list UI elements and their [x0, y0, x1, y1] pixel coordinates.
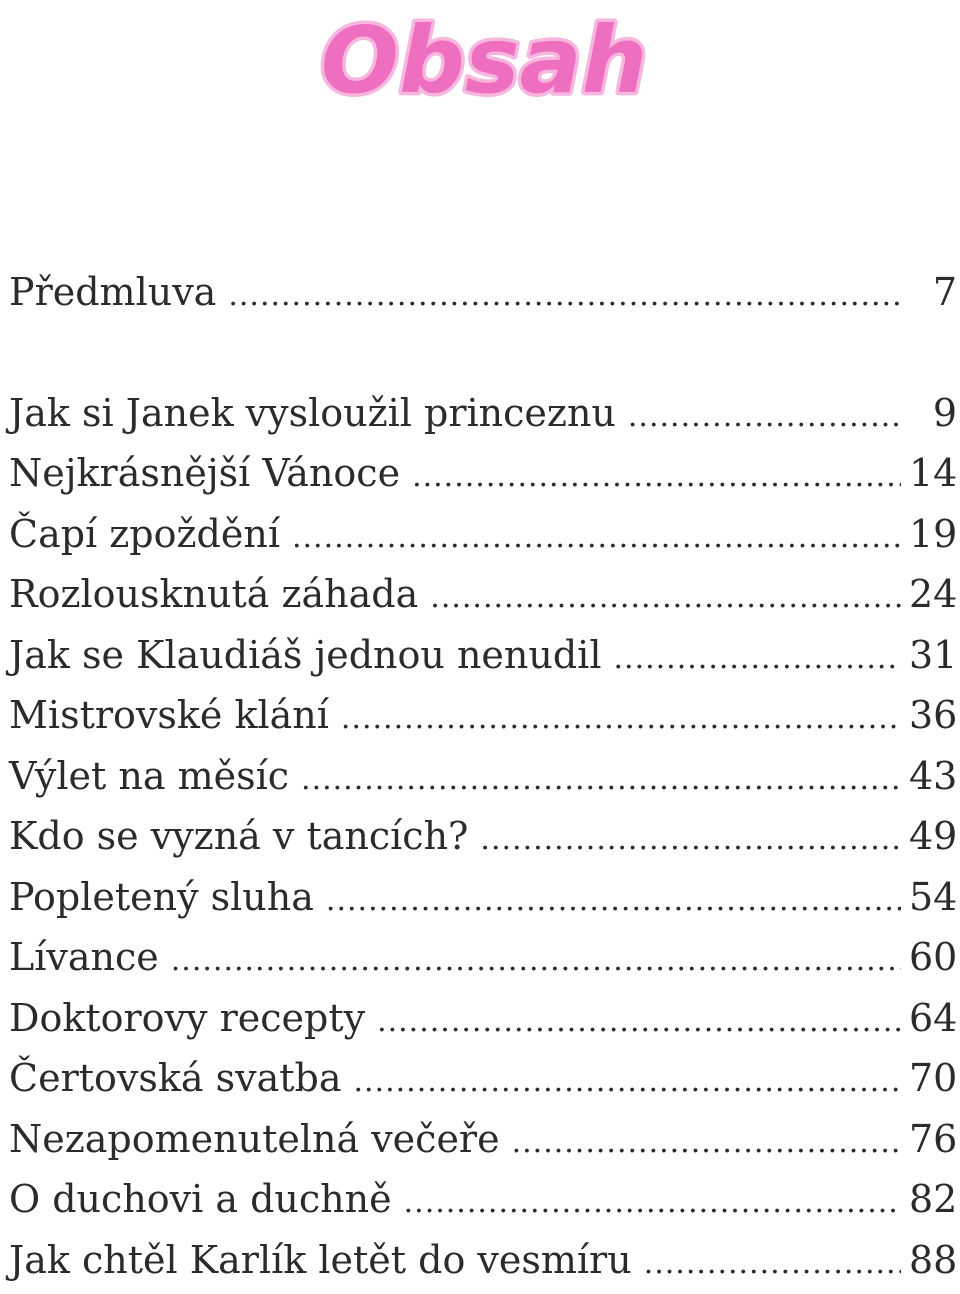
toc-entry-title: Kdo se vyzná v tancích? — [9, 806, 480, 867]
toc-entry-title: Lívance — [9, 927, 171, 988]
dot-leader — [228, 266, 901, 327]
dot-leader — [404, 1173, 901, 1234]
toc-row[interactable] — [9, 383, 957, 444]
toc-page-number: 7 — [901, 262, 957, 323]
toc-row[interactable] — [9, 867, 957, 928]
toc-entry-title: Rozlousknutá záhada — [9, 564, 430, 625]
dot-leader — [341, 689, 901, 750]
toc-entry-title: Předmluva — [9, 262, 228, 323]
dot-leader — [292, 508, 901, 569]
toc-page-number: 60 — [901, 927, 957, 988]
toc-row[interactable] — [9, 1230, 957, 1291]
toc-entry-title: Jak se Klaudiáš jednou nenudil — [9, 625, 614, 686]
dot-leader — [412, 447, 901, 508]
toc-entry-title: Jak si Janek vysloužil princeznu — [9, 383, 628, 444]
title-text: Obsah — [321, 7, 647, 114]
dot-leader — [480, 810, 901, 871]
toc-row-preface[interactable] — [9, 262, 957, 323]
toc-page-number: 64 — [901, 988, 957, 1049]
toc-entry-title: Čertovská svatba — [9, 1048, 353, 1109]
spacer — [9, 323, 957, 383]
toc-page-number: 9 — [901, 383, 957, 444]
toc-row[interactable] — [9, 685, 957, 746]
toc-row[interactable] — [9, 564, 957, 625]
toc-entry-title: Mistrovské klání — [9, 685, 341, 746]
toc-page-number: 31 — [901, 625, 957, 686]
toc-row[interactable] — [9, 806, 957, 867]
toc-row[interactable] — [9, 625, 957, 686]
dot-leader — [512, 1113, 901, 1174]
toc-page-number: 82 — [901, 1169, 957, 1230]
toc-page-number: 49 — [901, 806, 957, 867]
page-title-graphic — [0, 0, 960, 120]
dot-leader — [326, 871, 901, 932]
toc-entry-title: Výlet na měsíc — [9, 746, 301, 807]
toc-row[interactable] — [9, 1109, 957, 1170]
toc-page-number: 43 — [901, 746, 957, 807]
dot-leader — [353, 1052, 901, 1113]
dot-leader — [377, 992, 901, 1053]
toc-entry-title: O duchovi a duchně — [9, 1169, 404, 1230]
dot-leader — [614, 629, 902, 690]
toc-page-number: 76 — [901, 1109, 957, 1170]
toc-row[interactable] — [9, 746, 957, 807]
table-of-contents — [9, 262, 957, 1290]
toc-row[interactable] — [9, 988, 957, 1049]
toc-entry-title: Nejkrásnější Vánoce — [9, 443, 412, 504]
toc-entry-title: Doktorovy recepty — [9, 988, 377, 1049]
dot-leader — [171, 931, 901, 992]
toc-page-number: 70 — [901, 1048, 957, 1109]
toc-row[interactable] — [9, 1169, 957, 1230]
toc-page-number: 36 — [901, 685, 957, 746]
dot-leader — [628, 387, 901, 448]
toc-row[interactable] — [9, 927, 957, 988]
toc-row[interactable] — [9, 1048, 957, 1109]
dot-leader — [644, 1234, 901, 1294]
toc-page-number: 14 — [901, 443, 957, 504]
page-title — [0, 0, 960, 120]
dot-leader — [301, 750, 901, 811]
toc-row[interactable] — [9, 504, 957, 565]
toc-page-number: 24 — [901, 564, 957, 625]
toc-entry-title: Popletený sluha — [9, 867, 326, 928]
toc-row[interactable] — [9, 443, 957, 504]
toc-page-number: 88 — [901, 1230, 957, 1291]
toc-entry-title: Nezapomenutelná večeře — [9, 1109, 512, 1170]
toc-page-number: 19 — [901, 504, 957, 565]
dot-leader — [430, 568, 901, 629]
toc-entry-title: Čapí zpoždění — [9, 504, 292, 565]
toc-entries — [9, 383, 957, 1291]
toc-page-number: 54 — [901, 867, 957, 928]
toc-entry-title: Jak chtěl Karlík letět do vesmíru — [9, 1230, 644, 1291]
